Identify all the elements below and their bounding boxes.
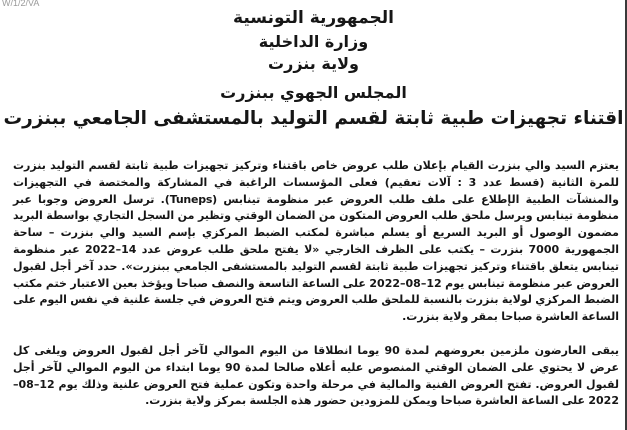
notice-title: اقتناء تجهيزات طبية ثابتة لقسم التوليد بالمستشفى الجامعي ببنزرت — [3, 108, 624, 129]
republic-heading: الجمهورية التونسية — [233, 8, 394, 28]
corner-mark: W/1/2/VA — [2, 0, 40, 8]
ministry-heading: وزارة الداخلية — [258, 32, 369, 51]
notice-paragraph-1: يعتزم السيد والي بنزرت القيام بإعلان طلب عروض خاص باقتناء وتركيز تجهيزات طبية ثابتة لقسم التوليد بنزرت للمرة الثانية (قسط عدد 3 : آلات تعقيم) فعلى المؤسسات الراغبة في المشاركة والمختصة في التجهيزات والمنشآت الطبية الإطلاع على ملف طلب العروض عبر منظومة تينابس (Tuneps). ترسل العروض وجوبا عبر منظومة تينابس ويرسل ملحق طلب العروض المتكون من الضمان الوقتي وتظير من السجل التجاري بواسطة البريد مضمون الوصول أو البريد السريع أو يسلم مباشرة لمكتب الضبط المركزي بإسم السيد والي بنزرت – ساحة الجمهورية 7000 بنزرت – يكتب على الظرف الخارجي «لا يفتح ملحق طلب عروض عدد 14–2022 عبر منظومة تينابس يتعلق باقتناء وتركيز تجهيزات طبية ثابتة لقسم التوليد بالمستشفى الجامعي ببنزرت». حدد آخر أجل لقبول العروض عبر منظومة تينابس يوم 12–08–2022 على الساعة التاسعة والنصف صباحا ويؤخذ بعين الاعتبار ختم مكتب الضبط المركزي لولاية بنزرت بالنسبة للملحق طلب العروض ويتم فتح العروض في جلسة علنية في نفس اليوم على الساعة العاشرة صباحا بمقر ولاية بنزرت. — [13, 159, 619, 324]
notice-paragraph-2: يبقى العارضون ملزمين بعروضهم لمدة 90 يوما انطلاقا من اليوم الموالي لآخر أجل لقبول العروض ويلغى كل عرض لا يحتوي على الضمان الوقتي المنصوص عليه أعلاه صالحا لمدة 90 يوما ابتداء من اليوم الموالي لآخر أجل لقبول العروض. تفتح العروض الفنية والمالية في مرحلة واحدة وتكون عملية فتح العروض علنية وذلك يوم 12–08–2022 على الساعة العاشرة صباحا ويمكن للمزودين حضور هذه الجلسة بمركز ولاية بنزرت. — [13, 344, 619, 408]
governorate-heading: ولاية بنزرت — [268, 54, 359, 73]
council-heading: المجلس الجهوي ببنزرت — [220, 83, 407, 102]
